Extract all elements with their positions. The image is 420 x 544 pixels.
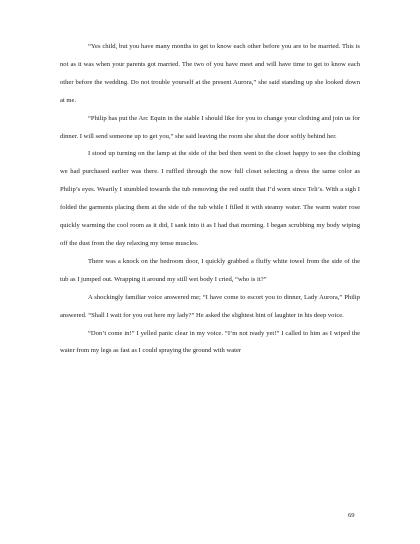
paragraph: “Philip has put the Arc Equin in the stable I should like for you to change your clothing and join us for dinner. I will send someone up to get you,” she said leaving the room she shut the door softly behind her. <box>60 114 360 140</box>
body-text <box>60 38 360 360</box>
paragraph: I stood up turning on the lamp at the side of the bed then went to the closet happy to see the clothing we had purchased earlier was there. I ruffled through the now full closet selecting a dress the same color as Philip’s eyes. Wearily I stumbled towards the tub removing the red outfit that I’d worn since Teli’s. With a sigh I folded the garments placing them at the side of the tub while I filled it with steamy water. The warm water rose quickly warming the cool room as it did, I sank into it as I had that morning. I began scrubbing my body wiping off the dust from the day relaxing my tense muscles. <box>60 150 360 247</box>
paragraph: “Don’t come in!” I yelled panic clear in my voice. “I’m not ready yet!” I called to him as I wiped the water from my legs as fast as I could spraying the ground with water <box>60 329 360 355</box>
paragraph: “Yes child, but you have many months to get to know each other before you are to be married. This is not as it was when your parents got married. The two of you have meet and will have time to get to know each other before the wedding. Do not trouble yourself at the present Aurora,” she said standing up she looked down at me. <box>60 43 360 104</box>
paragraph: There was a knock on the bedroom door, I quickly grabbed a fluffy white towel from the side of the tub as I jumped out. Wrapping it around my still wet body I cried, “who is it?” <box>60 257 360 283</box>
page-number: 69 <box>348 512 355 519</box>
paragraph: A shockingly familiar voice answered me; “I have come to escort you to dinner, Lady Aurora,” Philip answered. “Shall I wait for you out here my lady?” He asked the slightest hint of laughter in his deep voice. <box>60 293 360 319</box>
